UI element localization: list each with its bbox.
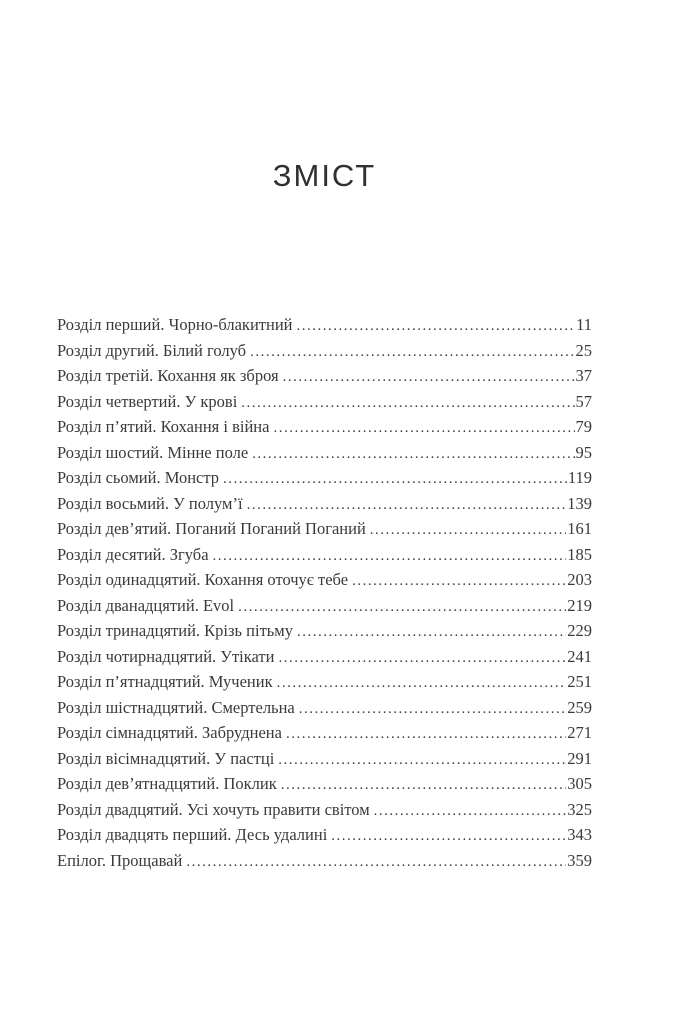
- toc-entry: [57, 414, 592, 440]
- chapter-title: Розділ шостий. Мінне поле: [57, 442, 249, 462]
- chapter-title: Розділ перший. Чорно-блакитний: [57, 315, 293, 334]
- chapter-title: Розділ шістнадцятий. Смертельна: [57, 697, 295, 717]
- dot-leader: [331, 822, 566, 850]
- dot-leader: [247, 491, 567, 519]
- dot-leader: [278, 746, 566, 774]
- chapter-title: Розділ чотирнадцятий. Утікати: [57, 646, 275, 666]
- dot-leader: [374, 797, 567, 825]
- toc-entry: [57, 440, 592, 466]
- toc-entry: [57, 389, 592, 415]
- toc-entry: [57, 338, 592, 364]
- chapter-title: Розділ п’ятнадцятий. Мученик: [57, 672, 273, 691]
- chapter-title: Розділ восьмий. У полум’ї: [57, 493, 243, 513]
- toc-entry: [57, 822, 592, 848]
- page-number: 305: [567, 774, 592, 793]
- page-number: 259: [567, 697, 592, 717]
- dot-leader: [278, 644, 566, 672]
- chapter-title: Розділ двадцять перший. Десь удалині: [57, 825, 328, 844]
- dot-leader: [252, 440, 574, 468]
- toc-entry: [57, 669, 592, 695]
- dot-leader: [297, 618, 566, 646]
- page-number: 219: [567, 595, 592, 615]
- toc-entry: [57, 746, 592, 772]
- chapter-title: Розділ двадцятий. Усі хочуть правити світом: [57, 799, 370, 819]
- chapter-title: Розділ четвертий. У крові: [57, 391, 238, 411]
- page-number: 291: [567, 748, 592, 768]
- dot-leader: [283, 363, 575, 391]
- toc-entry: [57, 593, 592, 619]
- dot-leader: [273, 414, 574, 442]
- chapter-title: Розділ дев’ятнадцятий. Поклик: [57, 774, 277, 793]
- chapter-title: Розділ дванадцятий. Evol: [57, 595, 235, 615]
- chapter-title: Розділ одинадцятий. Кохання оточує тебе: [57, 570, 349, 589]
- page-number: 325: [567, 799, 592, 819]
- chapter-title: Розділ вісімнадцятий. У пастці: [57, 748, 275, 768]
- page-number: 79: [575, 417, 592, 436]
- dot-leader: [296, 312, 575, 340]
- page-number: 185: [567, 544, 592, 564]
- toc-entry: [57, 516, 592, 542]
- chapter-title: Епілог. Прощавай: [57, 850, 183, 870]
- page-number: 229: [567, 621, 592, 640]
- page-number: 271: [567, 723, 592, 742]
- page-number: 161: [567, 519, 592, 538]
- dot-leader: [241, 389, 574, 417]
- dot-leader: [238, 593, 566, 621]
- page-number: 11: [576, 315, 592, 334]
- toc-list: [57, 312, 592, 873]
- toc-entry: [57, 312, 592, 338]
- toc-entry: [57, 542, 592, 568]
- toc-entry: [57, 771, 592, 797]
- page-number: 57: [575, 391, 592, 411]
- toc-entry: [57, 695, 592, 721]
- toc-entry: [57, 363, 592, 389]
- dot-leader: [186, 848, 566, 876]
- dot-leader: [277, 669, 567, 697]
- toc-entry: [57, 848, 592, 874]
- dot-leader: [370, 516, 566, 544]
- chapter-title: Розділ третій. Кохання як зброя: [57, 366, 279, 385]
- toc-entry: [57, 720, 592, 746]
- toc-entry: [57, 644, 592, 670]
- dot-leader: [223, 465, 567, 493]
- page-number: 139: [567, 493, 592, 513]
- chapter-title: Розділ тринадцятий. Крізь пітьму: [57, 621, 294, 640]
- page-number: 359: [567, 850, 592, 870]
- dot-leader: [281, 771, 567, 799]
- chapter-title: Розділ сімнадцятий. Забруднена: [57, 723, 282, 742]
- toc-entry: [57, 797, 592, 823]
- page-number: 203: [567, 570, 592, 589]
- dot-leader: [250, 338, 574, 366]
- chapter-title: Розділ дев’ятий. Поганий Поганий Поганий: [57, 519, 366, 538]
- chapter-title: Розділ десятий. Згуба: [57, 544, 209, 564]
- chapter-title: Розділ другий. Білий голуб: [57, 340, 247, 360]
- toc-entry: [57, 491, 592, 517]
- page-title: ЗМІСТ: [272, 158, 377, 193]
- page-number: 241: [567, 646, 592, 666]
- page-number: 25: [575, 340, 592, 360]
- dot-leader: [299, 695, 567, 723]
- chapter-title: Розділ п’ятий. Кохання і війна: [57, 417, 270, 436]
- page-number: 95: [575, 442, 592, 462]
- page-number: 119: [567, 468, 592, 487]
- chapter-title: Розділ сьомий. Монстр: [57, 468, 220, 487]
- dot-leader: [352, 567, 566, 595]
- page-number: 343: [567, 825, 592, 844]
- page-number: 251: [567, 672, 592, 691]
- dot-leader: [213, 542, 567, 570]
- toc-entry: [57, 567, 592, 593]
- toc-entry: [57, 618, 592, 644]
- toc-entry: [57, 465, 592, 491]
- dot-leader: [286, 720, 566, 748]
- page-number: 37: [575, 366, 592, 385]
